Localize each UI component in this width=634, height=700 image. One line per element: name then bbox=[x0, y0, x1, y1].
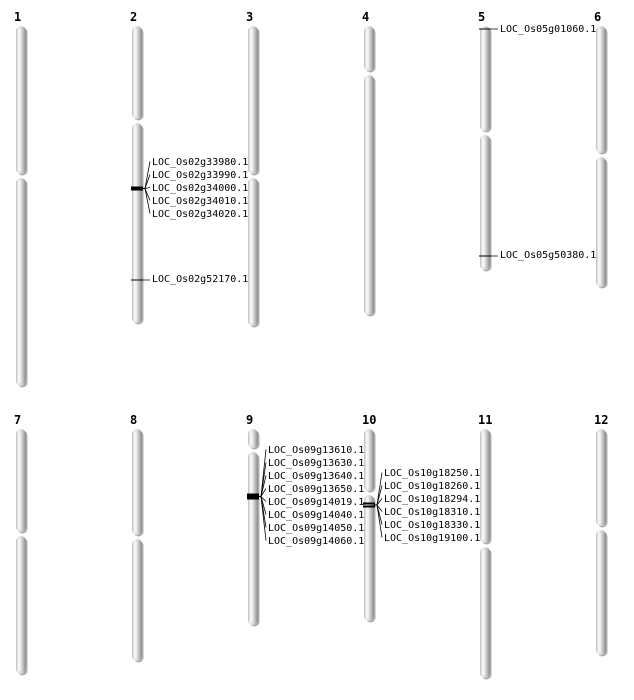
gene-label: LOC_Os09g13640.1 bbox=[268, 471, 365, 482]
chromosome-2-label: 2 bbox=[130, 10, 138, 24]
gene-label: LOC_Os05g01060.1 bbox=[500, 24, 597, 35]
chromosome-9-long-arm bbox=[248, 452, 260, 627]
chromosome-5-long-arm bbox=[480, 135, 492, 272]
gene-label: LOC_Os02g33980.1 bbox=[152, 157, 249, 168]
gene-label: LOC_Os10g18330.1 bbox=[384, 520, 481, 531]
chromosome-10-long-arm bbox=[364, 495, 376, 623]
chromosome-9-label: 9 bbox=[246, 413, 254, 427]
chromosome-10-label: 10 bbox=[362, 413, 377, 427]
gene-label: LOC_Os09g14060.1 bbox=[268, 536, 365, 547]
gene-label: LOC_Os02g52170.1 bbox=[152, 274, 249, 285]
chromosome-1-short-arm bbox=[16, 26, 28, 176]
chromosome-2-long-arm bbox=[132, 123, 144, 325]
chromosome-12-long-arm bbox=[596, 530, 608, 657]
chromosome-6-short-arm bbox=[596, 26, 608, 155]
chromosome-2-short-arm bbox=[132, 26, 144, 121]
gene-label: LOC_Os09g13610.1 bbox=[268, 445, 365, 456]
chromosome-5-short-arm bbox=[480, 26, 492, 133]
chromosome-6-label: 6 bbox=[594, 10, 602, 24]
chromosome-6-long-arm bbox=[596, 157, 608, 289]
chromosome-11-long-arm bbox=[480, 547, 492, 680]
chromosome-1-long-arm bbox=[16, 178, 28, 388]
gene-label: LOC_Os09g14040.1 bbox=[268, 510, 365, 521]
chromosome-11-label: 11 bbox=[478, 413, 493, 427]
gene-label: LOC_Os09g14050.1 bbox=[268, 523, 365, 534]
chromosome-1-label: 1 bbox=[14, 10, 22, 24]
chromosome-7-long-arm bbox=[16, 536, 28, 676]
gene-label: LOC_Os10g18250.1 bbox=[384, 468, 481, 479]
gene-label: LOC_Os10g18310.1 bbox=[384, 507, 481, 518]
chromosome-7-short-arm bbox=[16, 429, 28, 534]
chromosome-4-label: 4 bbox=[362, 10, 370, 24]
chromosome-12-label: 12 bbox=[594, 413, 609, 427]
chromosome-3-label: 3 bbox=[246, 10, 254, 24]
chromosome-8-long-arm bbox=[132, 539, 144, 663]
chromosome-9-short-arm bbox=[248, 429, 260, 450]
chromosome-3-long-arm bbox=[248, 178, 260, 328]
gene-label: LOC_Os02g34000.1 bbox=[152, 183, 249, 194]
gene-label: LOC_Os10g18294.1 bbox=[384, 494, 481, 505]
chromosome-5-label: 5 bbox=[478, 10, 486, 24]
gene-label: LOC_Os02g34020.1 bbox=[152, 209, 249, 220]
chromosome-12-short-arm bbox=[596, 429, 608, 528]
gene-label: LOC_Os05g50380.1 bbox=[500, 250, 597, 261]
gene-label: LOC_Os09g13630.1 bbox=[268, 458, 365, 469]
chromosome-3-short-arm bbox=[248, 26, 260, 176]
gene-label: LOC_Os02g33990.1 bbox=[152, 170, 249, 181]
chromosome-8-label: 8 bbox=[130, 413, 138, 427]
gene-label: LOC_Os10g18260.1 bbox=[384, 481, 481, 492]
gene-label: LOC_Os02g34010.1 bbox=[152, 196, 249, 207]
chromosome-4-long-arm bbox=[364, 75, 376, 317]
chromosome-7-label: 7 bbox=[14, 413, 22, 427]
chromosome-10-short-arm bbox=[364, 429, 376, 493]
gene-label: LOC_Os10g19100.1 bbox=[384, 533, 481, 544]
gene-label: LOC_Os09g14019.1 bbox=[268, 497, 365, 508]
gene-label: LOC_Os09g13650.1 bbox=[268, 484, 365, 495]
chromosome-11-short-arm bbox=[480, 429, 492, 545]
chromosome-8-short-arm bbox=[132, 429, 144, 537]
chromosome-4-short-arm bbox=[364, 26, 376, 73]
